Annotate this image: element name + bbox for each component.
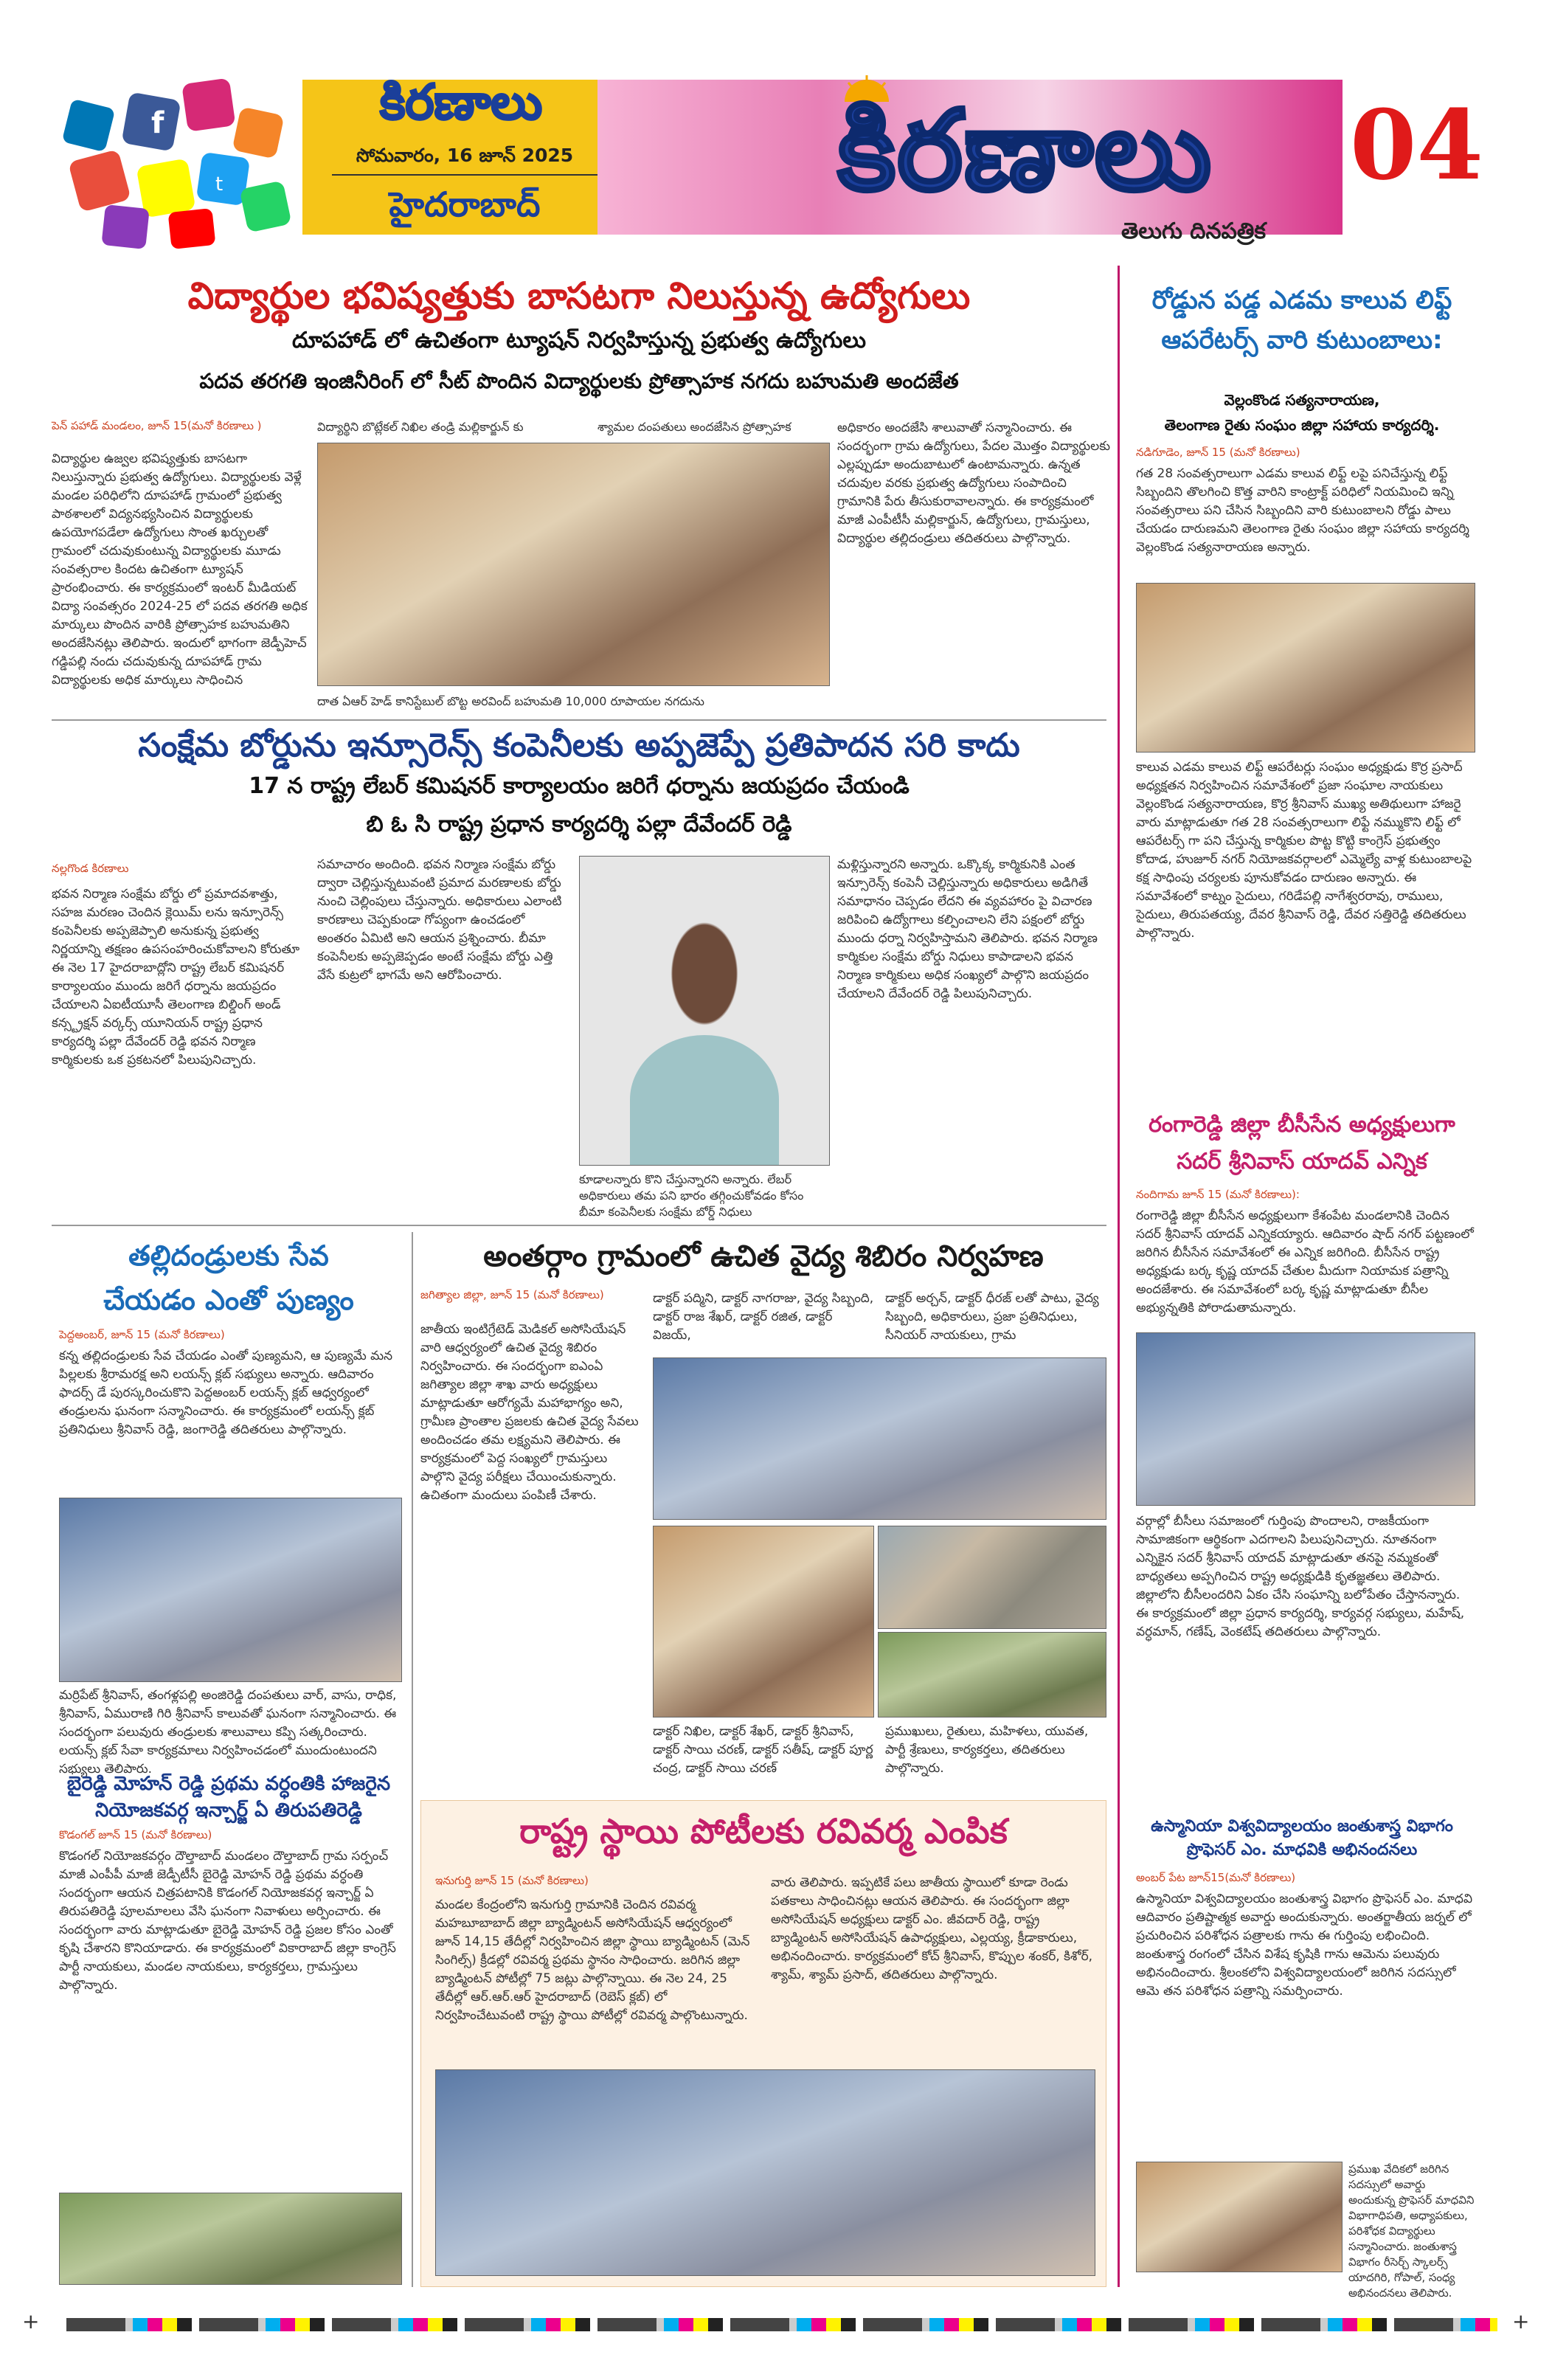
article-text: ప్రముఖ వేదికలో జరిగిన సదస్సులో అవార్డు అందుకున్న ప్రొఫెసర్ మాధవిని విభాగాధిపతి, అధ్యాపకులు, పరిశోధక విద్యార్థులు సన్మానించారు. జంతుశాస్త్ర విభాగం రీసెర్చ్ స్కాలర్స్ యాదగిరి, గోపాల్, సంధ్య అభినందనలు తెలిపారు. xyxy=(1348,2162,1475,2300)
small-logo: కిరణాలు xyxy=(379,74,543,131)
dateline: నడిగూడెం, జూన్ 15 (మనో కిరణాలు) xyxy=(1136,446,1300,459)
subheadline: 17 న రాష్ట్ర లేబర్ కమిషనర్ కార్యాలయం జరిగే ధర్నాను జయప్రదం చేయండి xyxy=(249,773,910,799)
article-text: డాక్టర్ అర్చన్, డాక్టర్ ధీరజ్ లతో పాటు, వైద్య సిబ్బంది, అధికారులు, ప్రజా ప్రతినిధులు, సీనియర్ నాయకులు, గ్రామ xyxy=(885,1291,1099,1343)
headline: అంతర్గాం గ్రామంలో ఉచిత వైద్య శిబిరం నిర్వహణ xyxy=(483,1239,1044,1273)
article-text: మళ్లిస్తున్నారని అన్నారు. ఒక్కొక్క కార్మికునికి ఎంత ఇన్సూరెన్స్ కంపెనీ చెల్లిస్తున్నారు అధికారులు అడిగితే సమాధానం చెప్పడం లేదని ఈ వ్యవహారం పై విచారణ జరిపించి ఉద్యోగాలు కల్పించాలని లేని పక్షంలో బోర్డు ముందు ధర్నా నిర్వహిస్తామని తెలిపారు. భవన నిర్మాణ కార్మికుల సంక్షేమ బోర్డు నిధులు కాపాడాలని భవన నిర్మాణ కార్మికులు అధిక సంఖ్యలో పాల్గొని జయప్రదం చేయాలని దేవేందర్ రెడ్డి పిలుపునిచ్చారు. xyxy=(837,857,1098,1001)
social-media-cubes-icon xyxy=(59,66,302,251)
dateline: అంబర్ పేట జూన్15(మనో కిరణాలు) xyxy=(1136,1871,1296,1884)
dateline: కొడంగల్ జూన్ 15 (మనో కిరణాలు) xyxy=(59,1828,212,1841)
meeting-photo xyxy=(1136,583,1475,753)
dateline: ఇనుగుర్తి జూన్ 15 (మనో కిరణాలు) xyxy=(435,1874,589,1887)
registration-mark: + xyxy=(22,2309,40,2334)
article-text: రంగారెడ్డి జిల్లా బీసీసేన అధ్యక్షులుగా కేశంపేట మండలానికి చెందిన సదర్ శ్రీనివాస్ యాదవ్ ఎన్నికయ్యారు. ఆదివారం షాద్ నగర్ పట్టణంలో జరిగిన బీసీసేన సమావేశంలో ఈ ఎన్నిక జరిగింది. బీసీసేన రాష్ట్ర అధ్యక్షుడు బర్క కృష్ణ యాదవ్ చేతుల మీదుగా నియామక పత్రాన్ని అందజేశారు. ఈ సమావేశంలో బర్క కృష్ణ మాట్లాడుతూ బీసీల అభ్యున్నతికి పోరాడుతామన్నారు. xyxy=(1136,1208,1474,1315)
registration-mark: + xyxy=(1512,2309,1530,2334)
camp-banner-photo xyxy=(653,1526,874,1717)
dateline: జగిత్యాల జిల్లా, జూన్ 15 (మనో కిరణాలు) xyxy=(420,1288,604,1301)
photo-caption: కూడాలన్నారు కొని చేస్తున్నారని అన్నారు. లేబర్ అధికారులు తమ పని భారం తగ్గించుకోవడం కోసం బీమా కంపెనీలకు సంక్షేమ బోర్డ్ నిధులు xyxy=(579,1172,804,1219)
photo-caption: డాక్టర్ నిఖిల, డాక్టర్ శేఖర్, డాక్టర్ శ్రీనివాస్, డాక్టర్ సాయి చరణ్, డాక్టర్ సతీష్, డాక్టర్ పూర్ణ చంద్ర, డాక్టర్ సాయి చరణ్ xyxy=(653,1724,873,1776)
city-name: హైదరాబాద్ xyxy=(389,184,541,224)
person-photo xyxy=(579,856,830,1166)
svg-text:f: f xyxy=(151,106,164,140)
article-text: కాలువ ఎడమ కాలువ లిఫ్ట్ ఆపరేటర్లు సంఘం అధ్యక్షుడు కొర్ర ప్రసాద్ అధ్యక్షతన నిర్వహించిన సమావేశంలో ప్రజా సంఘాల నాయకులు వెల్లంకొండ సత్యనారాయణ, కొర్ర శ్రీనివాస్ ముఖ్య అతిథులుగా హాజరై వారు మాట్లాడుతూ గత 28 సంవత్సరాలుగా లిఫ్టే నమ్ముకొని లిఫ్ట్ లో ఆపరేటర్స్ గా పని చేస్తున్న కార్మికుల పొట్ట కొట్టి కాంగ్రెస్ ప్రభుత్వం కోదాడ, హుజూర్ నగర్ నియోజకవర్గాలలో ఎమ్మెల్యే వాళ్ల కుటుంబాలపై కక్ష సాధింపు చర్యలకు పూనుకోవడం దారుణం అన్నారు. ఈ సమావేశంలో కాట్నం సైదులు, గరిడేపల్లి నాగేశ్వరరావు, రాములు, సైదులు, తిరుపతయ్య, దేవర శ్రీనివాస్ రెడ్డి, దేవర సత్తిరెడ్డి తదితరులు పాల్గొన్నారు. xyxy=(1136,760,1472,941)
article-text: డాక్టర్ పద్మిని, డాక్టర్ నాగరాజు, వైద్య సిబ్బంది, డాక్టర్ రాజ శేఖర్, డాక్టర్ రజిత, డాక్టర్ విజయ్, xyxy=(653,1291,874,1343)
dateline: పెద్దఅంబర్, జూన్ 15 (మనో కిరణాలు) xyxy=(59,1328,225,1341)
article-text: గత 28 సంవత్సరాలుగా ఎడమ కాలువ లిఫ్ట్ లపై పనిచేస్తున్న లిఫ్ట్ సిబ్బందిని తొలగించి కొత్త వారిని కాంట్రాక్ట్ పరిధిలో నియమించి ఇన్ని సంవత్సరాలు పని చేసిన సిబ్బందిని వారి కుటుంబాలని రోడ్డు పాలు చేయడం దారుణమని తెలంగాణ రైతు సంఘం జిల్లా సహాయ కార్యదర్శి వెల్లంకొండ సత్యనారాయణ అన్నారు. xyxy=(1136,466,1469,555)
subheadline: వెల్లంకొండ సత్యనారాయణ, xyxy=(1224,391,1380,409)
professor-photo xyxy=(1136,2162,1343,2272)
headline-line-1: తల్లిదండ్రులకు సేవ xyxy=(128,1239,329,1272)
headline: రోడ్డున పడ్డ ఎడమ కాలువ లిఫ్ట్ ఆపరేటర్స్ వారి కుటుంబాలు: xyxy=(1151,286,1452,355)
article-text: సమాచారం అందింది. భవన నిర్మాణ సంక్షేమ బోర్డు ద్వారా చెల్లిస్తున్నటువంటి ప్రమాద మరణాలకు బోర్డు నుంచి చెల్లింపులు చేస్తున్నారు. అధికారులు ఎలాంటి కారణాలు చెప్పకుండా గోప్యంగా ఉంచడంలో అంతరం ఏమిటి అని ఆయన ప్రశ్నించారు. బీమా కంపెనీలకు అప్పజెప్పడం అంటే సంక్షేమ బోర్డు ఎత్తి వేసే కుట్రలో భాగమే అని ఆరోపించారు. xyxy=(317,857,562,983)
headline: రంగారెడ్డి జిల్లా బీసీసేన అధ్యక్షులుగా సదర్ శ్రీనివాస్ యాదవ్ ఎన్నిక xyxy=(1149,1112,1455,1175)
article-text: జాతీయ ఇంటిగ్రేటెడ్ మెడికల్ అసోసియేషన్ వారి ఆధ్వర్యంలో ఉచిత వైద్య శిబిరం నిర్వహించారు. ఈ సందర్భంగా ఐఎంఏ జగిత్యాల జిల్లా శాఖ వారు అధ్యక్షులు మాట్లాడుతూ ఆరోగ్యమే మహాభాగ్యం అని, గ్రామీణ ప్రాంతాల ప్రజలకు ఉచిత వైద్య సేవలు అందించడం తమ లక్ష్యమని తెలిపారు. ఈ కార్యక్రమంలో పెద్ద సంఖ్యలో గ్రామస్తులు పాల్గొని వైద్య పరీక్షలు చేయించుకున్నారు. ఉచితంగా మందులు పంపిణీ చేశారు. xyxy=(420,1322,639,1503)
article-text: భవన నిర్మాణ సంక్షేమ బోర్డు లో ప్రమాదవశాత్తు, సహజ మరణం చెందిన క్లెయిమ్ లను ఇన్సూరెన్స్ కంపెనీలకు అప్పజెప్పాలి అనుకున్న ప్రభుత్వ నిర్ణయాన్ని తక్షణం ఉపసంహరించుకోవాలని కోరుతూ ఈ నెల 17 హైదరాబాద్లోని రాష్ట్ర లేబర్ కమిషనర్ కార్యాలయం ముందు జరిగే ధర్నాను జయప్రదం చేయాలని ఏఐటీయూసీ తెలంగాణ బిల్డింగ్ అండ్ కన్స్ట్రక్షన్ వర్కర్స్ యూనియన్ రాష్ట్ర ప్రధాన కార్యదర్శి పల్లా దేవేందర్ రెడ్డి భవన నిర్మాణ కార్మికులకు ఒక ప్రకటనలో పిలుపునిచ్చారు. xyxy=(52,887,300,1068)
bc-sena-photo xyxy=(1136,1332,1475,1506)
article-text: వర్గాల్లో బీసీలు సమాజంలో గుర్తింపు పొందాలని, రాజకీయంగా సామాజికంగా ఆర్థికంగా ఎదగాలని పిలుపునిచ్చారు. నూతనంగా ఎన్నికైన సదర్ శ్రీనివాస్ యాదవ్ మాట్లాడుతూ తనపై నమ్మకంతో బాధ్యతలు అప్పగించిన రాష్ట్ర అధ్యక్షుడికి కృతజ్ఞతలు తెలిపారు. జిల్లాలోని బీసీలందరిని ఏకం చేసి సంఘాన్ని బలోపేతం చేస్తానన్నారు. ఈ కార్యక్రమంలో జిల్లా ప్రధాన కార్యదర్శి, కార్యవర్గ సభ్యులు, మహేష్, వర్ధమాన్, గణేష్, వెంకటేష్ తదితరులు పాల్గొన్నారు. xyxy=(1136,1514,1465,1639)
subheadline-2: బి ఓ సి రాష్ట్ర ప్రధాన కార్యదర్శి పల్లా దేవేందర్ రెడ్డి xyxy=(366,812,792,837)
article-text: అధికారం అందజేసి శాలువాతో సన్మానించారు. ఈ సందర్భంగా గ్రామ ఉద్యోగులు, పేదల మొత్తం విద్యార్థులకు ఎల్లప్పుడూ అందుబాటులో ఉంటామన్నారు. ఉన్నత చదువుల వరకు ప్రభుత్వ ఉద్యోగులు సంపాదించి గ్రామానికి పేరు తీసుకురావాలన్నారు. ఈ కార్యక్రమంలో మాజీ ఎంపీటీసీ మల్లికార్జున్, ఉద్యోగులు, గ్రామస్తులు, విద్యార్థుల తల్లిదండ్రులు తదితరులు పాల్గొన్నారు. xyxy=(837,421,1110,546)
article-text: మండల కేంద్రంలోని ఇనుగుర్తి గ్రామానికి చెందిన రవివర్మ మహబూబాబాద్ జిల్లా బ్యాడ్మింటన్ అసోసియేషన్ ఆధ్వర్యంలో జూన్ 14,15 తేదీల్లో నిర్వహించిన జిల్లా స్థాయి బ్యాడ్మింటన్ (మెన్ సింగిల్స్) క్రీడల్లో రవివర్మ ప్రథమ స్థానం సాధించారు. జరిగిన జిల్లా బ్యాడ్మింటన్ పోటీల్లో 75 జట్లు పాల్గొన్నాయి. ఈ నెల 24, 25 తేదీల్లో ఆర్.ఆర్.ఆర్ హైదరాబాద్ (రెబెస్ క్లబ్) లో నిర్వహించేటువంటి రాష్ట్ర స్థాయి పోటీల్లో రవివర్మ పాల్గొంటున్నారు. xyxy=(435,1898,750,2023)
headline: విద్యార్థుల భవిష్యత్తుకు బాసటగా నిలుస్తున్న ఉద్యోగులు xyxy=(187,274,971,317)
issue-date: సోమవారం, 16 జూన్ 2025 xyxy=(356,145,574,166)
headline: బైరెడ్డి మోహన్ రెడ్డి ప్రథమ వర్ధంతికి హాజరైన నియోజకవర్గ ఇన్చార్జ్ ఏ తిరుపతిరెడ్డి xyxy=(66,1773,391,1822)
subheadline: దూపహాడ్ లో ఉచితంగా ట్యూషన్ నిర్వహిస్తున్న ప్రభుత్వ ఉద్యోగులు xyxy=(291,328,867,353)
masthead xyxy=(0,0,1552,266)
subheadline-2: పదవ తరగతి ఇంజినీరింగ్ లో సీట్ పొందిన విద్యార్థులకు ప్రోత్సాహక నగదు బహుమతి అందజేత xyxy=(199,369,959,393)
article-text: కొడంగల్ నియోజకవర్గం దౌల్తాబాద్ మండలం దౌల్తాబాద్ గ్రామ సర్పంచ్ మాజీ ఎంపీపీ మాజీ జెడ్పీటీసీ బైరెడ్డి మోహన్ రెడ్డి ప్రథమ వర్ధంతి సందర్భంగా ఆయన చిత్రపటానికి కొడంగల్ నియోజకవర్గ ఇన్చార్జ్ ఏ తిరుపతిరెడ్డి పూలమాలలు వేసి ఘనంగా నివాళులు అర్పించారు. ఈ సందర్భంగా వారు మాట్లాడుతూ బైరెడ్డి మోహన్ రెడ్డి ప్రజల కోసం ఎంతో కృషి చేశారని కొనియాడారు. ఈ కార్యక్రమంలో వికారాబాద్ జిల్లా కాంగ్రెస్ పార్టీ నాయకులు, మండల నాయకులు, కార్యకర్తలు, గ్రామస్తులు పాల్గొన్నారు. xyxy=(59,1849,396,1993)
photo-caption: శ్యామల దంపతులు అందజేసిన ప్రోత్సాహక xyxy=(597,420,791,434)
big-logo: కిరణాలు xyxy=(837,87,1213,215)
photo-caption: ప్రముఖులు, రైతులు, మహిళలు, యువత, పార్టీ శ్రేణులు, కార్యకర్తలు, తదితరులు పాల్గొన్నారు. xyxy=(885,1724,1089,1776)
felicitation-photo xyxy=(59,1498,402,1682)
photo-caption-bottom: దాత ఏఆర్ హెడ్ కానిస్టేబుల్ బొట్ట అరవింద్ బహుమతి 10,000 రూపాయల నగదును xyxy=(317,694,704,708)
article-text: ఉస్మానియా విశ్వవిద్యాలయం జంతుశాస్త్ర విభాగం ప్రొఫెసర్ ఎం. మాధవి ఆదివారం ప్రతిష్టాత్మక అవార్డు అందుకున్నారు. అంతర్జాతీయ జర్నల్ లో ప్రచురించిన పరిశోధన పత్రాలకు గాను ఈ గుర్తింపు లభించింది. జంతుశాస్త్ర రంగంలో చేసిన విశేష కృషికి గాను ఆమెను పలువురు అభినందించారు. శ్రీలంకలోని విశ్వవిద్యాలయంలో జరిగిన సదస్సులో ఆమె తన పరిశోధన పత్రాన్ని సమర్పించారు. xyxy=(1136,1892,1473,1999)
photo-caption: విద్యార్థిని బొట్లేకల్ నిఖిల తండ్రి మల్లికార్జున్ కు xyxy=(317,420,524,434)
tagline: తెలుగు దినపత్రిక xyxy=(1121,218,1266,244)
headline: ఉస్మానియా విశ్వవిద్యాలయం జంతుశాస్త్ర విభాగం ప్రొఫెసర్ ఎం. మాధవికి అభినందనలు xyxy=(1151,1817,1453,1859)
award-photo xyxy=(435,2069,1095,2276)
article-text: విద్యార్థుల ఉజ్వల భవిష్యత్తుకు బాసటగా నిలుస్తున్నారు ప్రభుత్వ ఉద్యోగులు. విద్యార్థులకు వెళ్లే మండల పరిధిలోని దూపహాడ్ గ్రామంలో ప్రభుత్వ పాఠశాలలో విద్యనభ్యసించిన విద్యార్థులకు ఉపయోగపడేలా ఉద్యోగులు సొంత ఖర్చులతో గ్రామంలో చదువుకుంటున్న విద్యార్థులకు మూడు సంవత్సరాల కిందట ఉచితంగా ట్యూషన్ ప్రారంభించారు. ఈ కార్యక్రమంలో ఇంటర్ మీడియట్ విద్యా సంవత్సరం 2024-25 లో పదవ తరగతి అధిక మార్కులు పొందిన వారికి ప్రోత్సాహక బహుమతిని అందజేసినట్లు తెలిపారు. ఇందులో భాగంగా జెడ్పీహెచ్ గడ్డిపల్లి నందు చదువుకున్న దూపహాడ్ గ్రామ విద్యార్థులకు అధిక మార్కులు సాధించిన xyxy=(52,452,308,688)
group-photo xyxy=(317,443,830,686)
camp-checkup-photo xyxy=(878,1632,1106,1717)
print-registration-strip xyxy=(0,2302,1552,2346)
tribute-photo xyxy=(59,2193,402,2285)
color-bar xyxy=(66,2318,1497,2331)
dateline: నందిగామ జూన్ 15 (మనో కిరణాలు): xyxy=(1136,1188,1300,1201)
camp-doctors-photo xyxy=(878,1526,1106,1629)
article-text: మర్రిపేట్ శ్రీనివాస్, తంగళ్లపల్లి అంజిరెడ్డి దంపతులు వార్, వాసు, రాధిక, శ్రీనివాస్, ఏమురాణి గిరి శ్రీనివాస్ కాలువతో ఘనంగా సన్మానించారు. ఈ సందర్భంగా పలువురు తండ్రులకు శాలువాలు కప్పి సత్కరించారు. లయన్స్ క్లబ్ సేవా కార్యక్రమాలు నిర్వహించడంలో ముందుంటుందని సభ్యులు తెలిపారు. xyxy=(59,1688,397,1777)
headline-line-2: చేయడం ఎంతో పుణ్యం xyxy=(103,1284,354,1316)
camp-group-photo xyxy=(653,1357,1106,1520)
headline: రాష్ట్ర స్థాయి పోటీలకు రవివర్మ ఎంపిక xyxy=(519,1811,1008,1851)
article-text: వారు తెలిపారు. ఇప్పటికే పలు జాతీయ స్థాయిలో కూడా రెండు పతకాలు సాధించినట్లు ఆయన తెలిపారు. ఈ సందర్భంగా జిల్లా అసోసియేషన్ అధ్యక్షులు డాక్టర్ ఎం. జీవదార్ రెడ్డి, రాష్ట్ర బ్యాడ్మింటన్ అసోసియేషన్ ఉపాధ్యక్షులు, ఎల్లయ్య, క్రీడాకారులు, అభినందించారు. కార్యక్రమంలో కోచ్ శ్రీనివాస్, కొప్పుల శంకర్, కిశోర్, శ్యామ్, శ్యామ్ ప్రసాద్, తదితరులు పాల్గొన్నారు. xyxy=(771,1875,1093,1982)
page-number: 04 xyxy=(1350,89,1483,201)
svg-text:t: t xyxy=(215,173,224,196)
dateline: నల్లగొండ కిరణాలు xyxy=(52,862,129,875)
article-text: కన్న తల్లిదండ్రులకు సేవ చేయడం ఎంతో పుణ్యమని, ఆ పుణ్యమే మన పిల్లలకు శ్రీరామరక్ష అని లయన్స్ క్లబ్ సభ్యులు అన్నారు. ఆదివారం ఫాదర్స్ డే పురస్కరించుకొని పెద్దఅంబర్ లయన్స్ క్లబ్ ఆధ్వర్యంలో తండ్రులను ఘనంగా సన్మానించారు. ఈ కార్యక్రమంలో లయన్స్ క్లబ్ ప్రతినిధులు శ్రీనివాస్ రెడ్డి, జంగారెడ్డి తదితరులు పాల్గొన్నారు. xyxy=(59,1349,393,1437)
headline: సంక్షేమ బోర్డును ఇన్సూరెన్స్ కంపెనీలకు అప్పజెప్పే ప్రతిపాదన సరి కాదు xyxy=(138,727,1020,764)
dateline: పెన్ పహాడ్ మండలం, జూన్ 15(మనో కిరణాలు ) xyxy=(52,419,262,432)
subheadline-2: తెలంగాణ రైతు సంఘం జిల్లా సహాయ కార్యదర్శి. xyxy=(1164,416,1440,434)
